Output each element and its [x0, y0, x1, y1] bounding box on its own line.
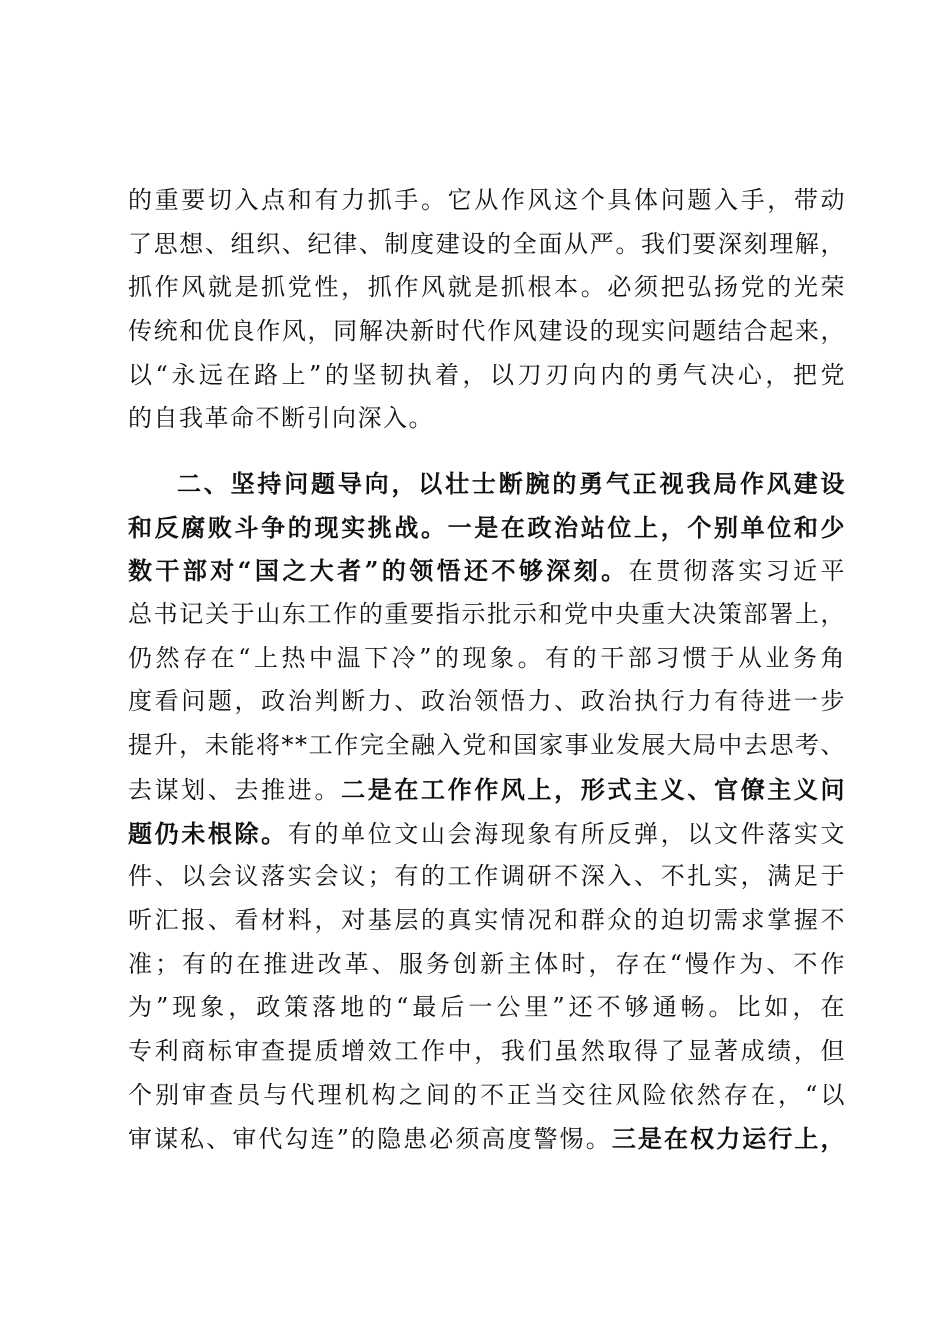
- paragraph-line: 听汇报、看材料，对基层的真实情况和群众的迫切需求掌握不: [128, 905, 846, 934]
- paragraph-line: 以“永远在路上”的坚韧执着，以刀刃向内的勇气决心，把党: [128, 360, 846, 389]
- bold-segment: 题仍未根除。: [128, 818, 288, 848]
- section-heading-line: 和反腐败斗争的现实挑战。一是在政治站位上，个别单位和少: [128, 512, 846, 542]
- bold-segment: 二是在工作作风上，形式主义、官僚主义问: [341, 774, 846, 804]
- paragraph-line: 的重要切入点和有力抓手。它从作风这个具体问题入手，带动: [128, 186, 846, 214]
- paragraph-line: 件、以会议落实会议；有的工作调研不深入、不扎实，满足于: [128, 862, 846, 891]
- paragraph-line: 总书记关于山东工作的重要指示批示和党中央重大决策部署上，: [128, 600, 846, 629]
- bold-segment: 三是在权力运行上，: [611, 1124, 847, 1154]
- paragraph-line: [128, 549, 846, 593]
- normal-segment: 去谋划、去推进。: [128, 775, 342, 804]
- paragraph-line: 为”现象，政策落地的“最后一公里”还不够通畅。比如，在: [128, 993, 846, 1022]
- paragraph-line: [128, 812, 846, 856]
- section-heading-line: 二、坚持问题导向，以壮士断腕的勇气正视我局作风建设: [177, 469, 846, 498]
- paragraph-line: 准；有的在推进改革、服务创新主体时，存在“慢作为、不作: [128, 949, 846, 978]
- paragraph-1: [128, 179, 846, 441]
- paragraph-line: 传统和优良作风，同解决新时代作风建设的现实问题结合起来，: [128, 317, 846, 346]
- paragraph-line: 个别审查员与代理机构之间的不正当交往风险依然存在，“以: [128, 1080, 846, 1109]
- normal-segment: 有的单位文山会海现象有所反弹，以文件落实文: [287, 819, 847, 848]
- paragraph-2: [128, 462, 846, 1161]
- paragraph-line: 提升，未能将**工作完全融入党和国家事业发展大局中去思考、: [128, 731, 846, 760]
- bold-segment: 数干部对“国之大者”的领悟还不够深刻。: [128, 556, 629, 586]
- paragraph-line: 专利商标审查提质增效工作中，我们虽然取得了显著成绩，但: [128, 1036, 846, 1065]
- paragraph-line: 抓作风就是抓党性，抓作风就是抓根本。必须把弘扬党的光荣: [128, 273, 846, 302]
- paragraph-line: [128, 1117, 846, 1161]
- paragraph-line: 的自我革命不断引向深入。: [128, 404, 434, 433]
- normal-segment: 在贯彻落实习近平: [628, 557, 847, 586]
- paragraph-line: 仍然存在“上热中温下冷”的现象。有的干部习惯于从业务角: [128, 643, 846, 672]
- normal-segment: 审谋私、审代勾连”的隐患必须高度警惕。: [128, 1125, 612, 1154]
- paragraph-line: [128, 768, 846, 812]
- paragraph-line: 度看问题，政治判断力、政治领悟力、政治执行力有待进一步: [128, 687, 846, 716]
- paragraph-line: 了思想、组织、纪律、制度建设的全面从严。我们要深刻理解，: [128, 229, 846, 258]
